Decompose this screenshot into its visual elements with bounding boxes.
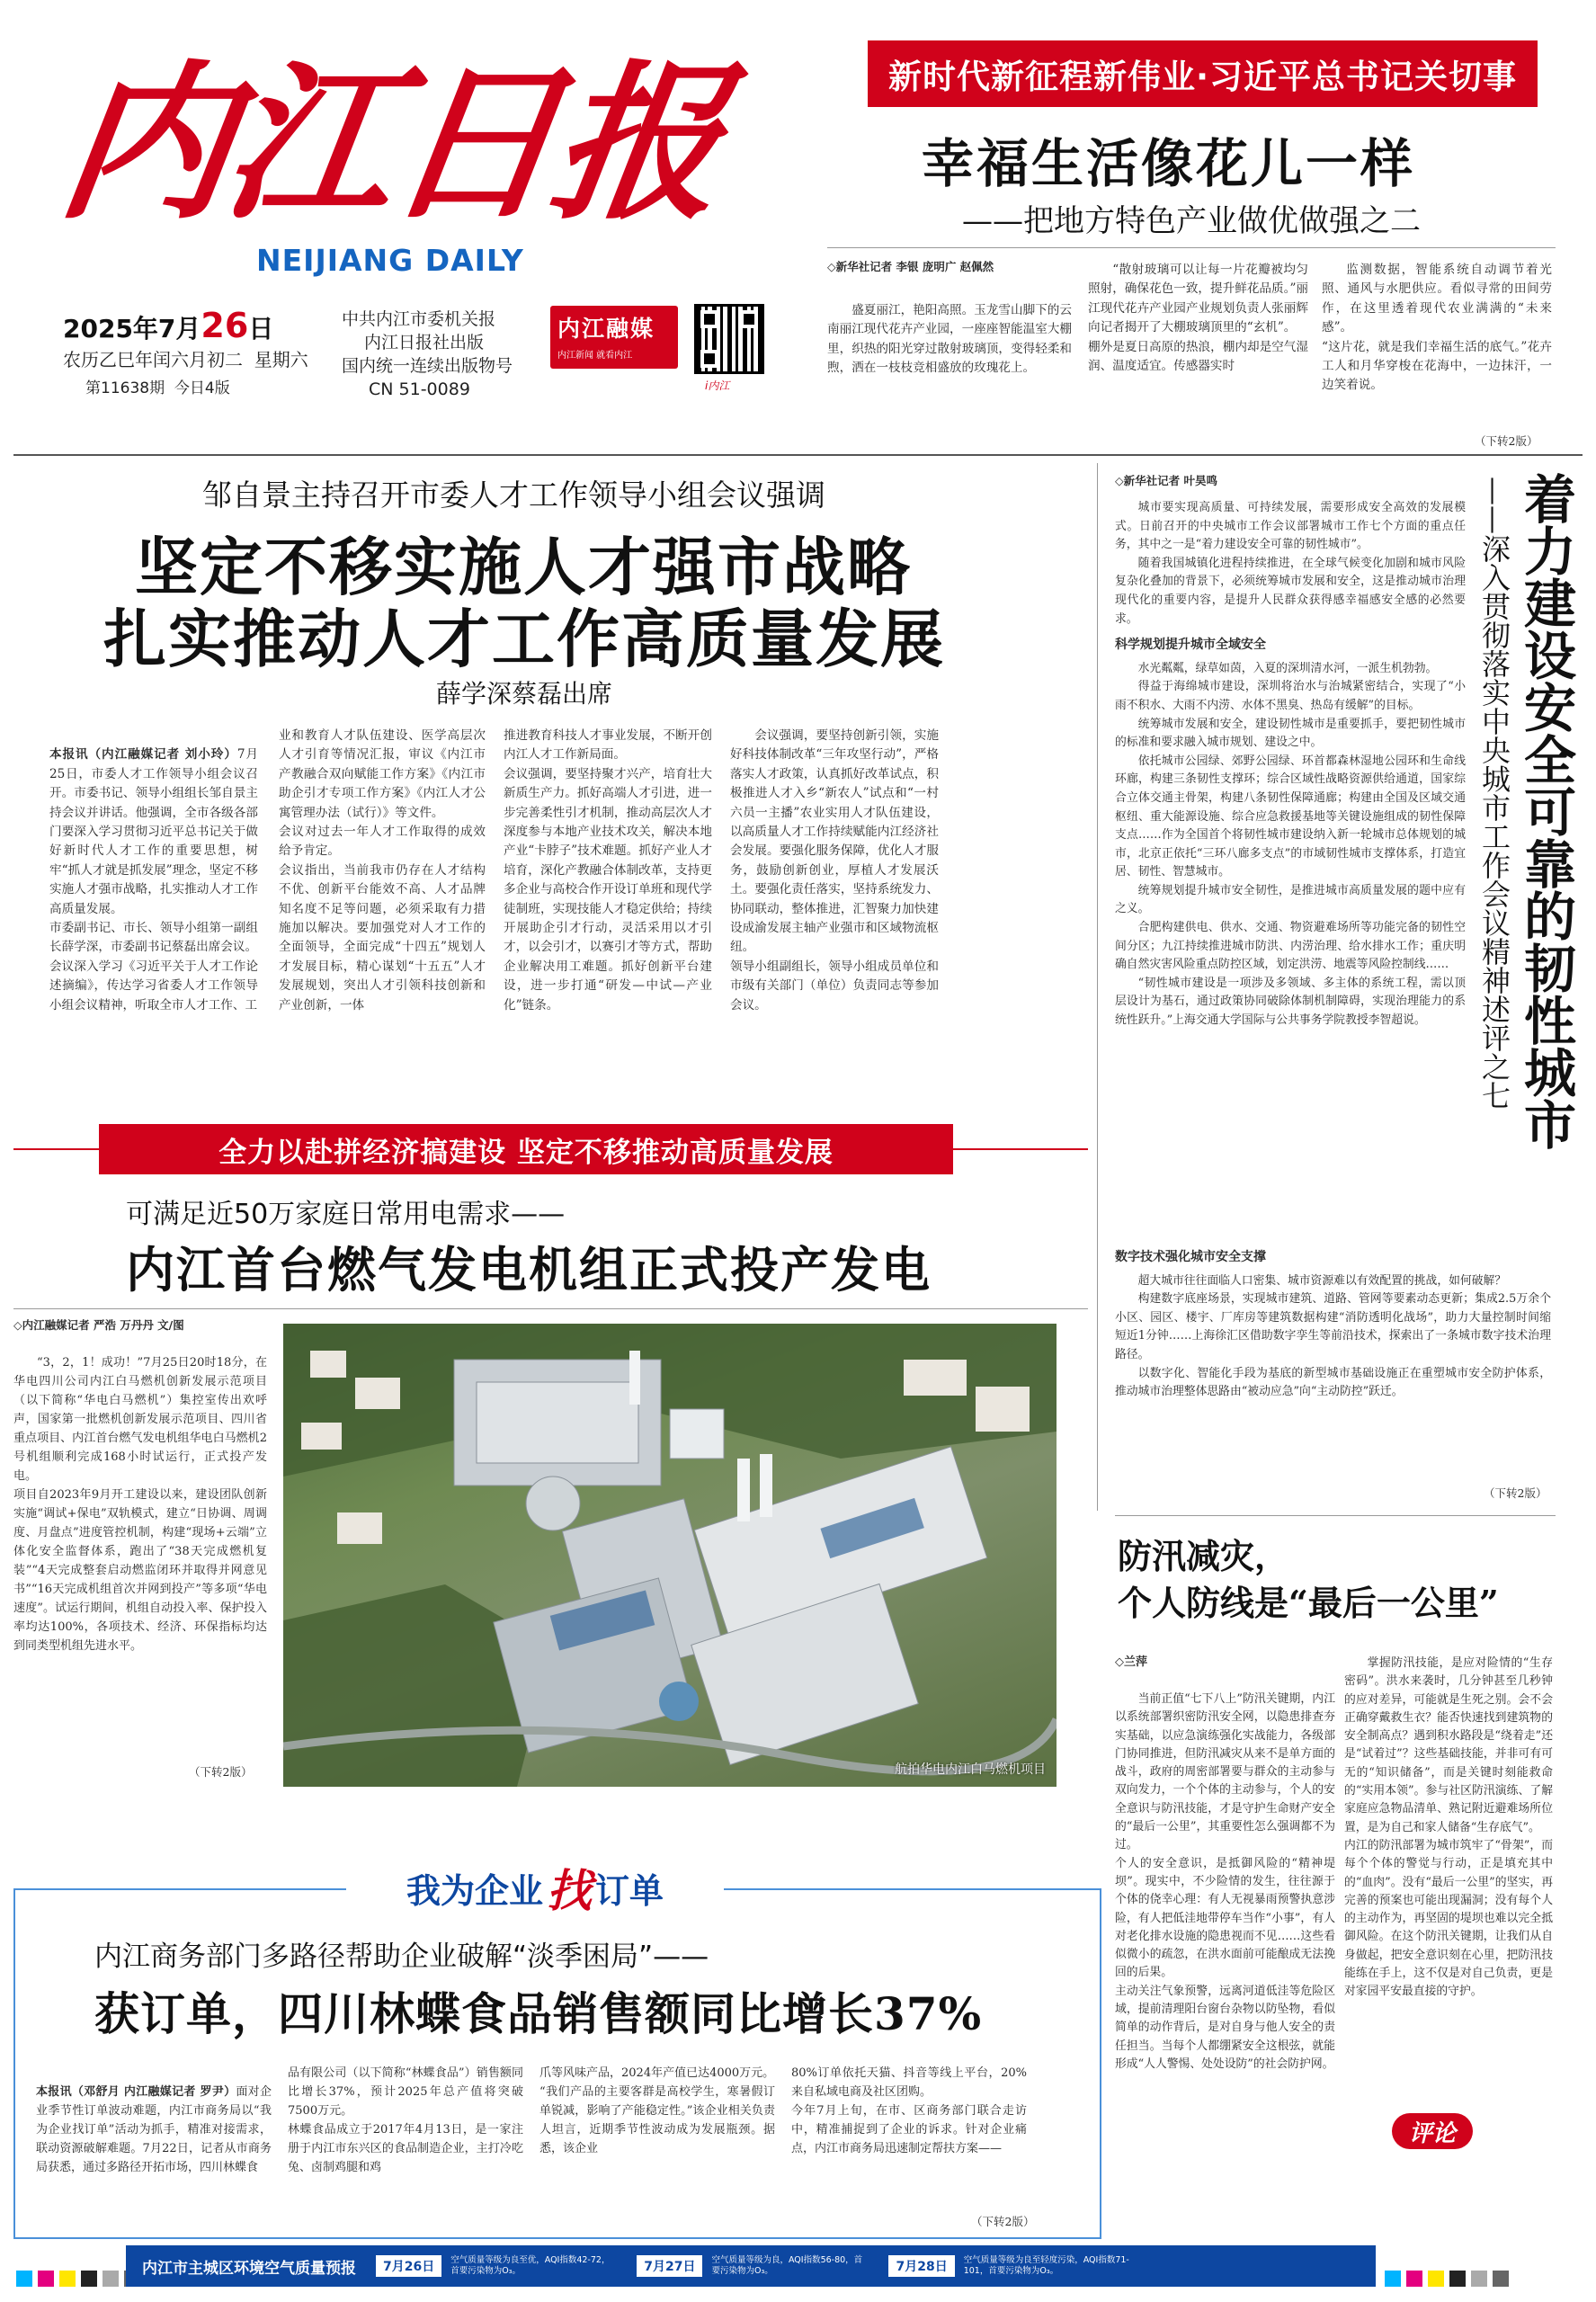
top-banner: 新时代新征程新伟业·习近平总书记关切事 bbox=[868, 40, 1538, 107]
lead-col2: 业和教育人才队伍建设、医学高层次人才引育等情况汇报，审议《内江市产教融合双向赋能工作方案》《内江市助企引才专项工作方案》《内江人才公寓管理办法（试行）》等文件。 会议对过去一年人才工作取得的成效给予肯定。 会议指出，当前我市仍存在人才结构不优、创新平台能效不高、人才品牌知名度不足等问题，必须采取有力措施加以解决。要加强党对人才工作的全面领导，全面完成“十四五”规划人才发展目标，精心谋划“十五五”人才发展规划，突出人才引领科技创新和产业创新，一体 bbox=[279, 728, 486, 1013]
orders-col1: 本报讯（邓舒月 内江融媒记者 罗尹）面对企业季节性订单波动难题，内江市商务局以“我为企业找订单”活动为抓手，精准对接需求，联动资源破解难题。7月22日，记者从市商务局获悉，通过多路径开拓市场，四川林蝶食 bbox=[36, 2085, 272, 2174]
commentary-body: 城市要实现高质量、可持续发展，需要形成安全高效的发展模式。日前召开的中央城市工作会议部署城市工作七个方面的重点任务，其中之一是“着力建设安全可靠的韧性城市”。 随着我国城镇化进程持续推进，在全球气候变化加剧和城市风险复杂化叠加的背景下，必须统筹城市发展和安全，这是推动城市治理现代化的重要内容，是提升人民群众获得感幸福感安全感的必然要求。 科学规划提升城市全域安全 水光粼粼，绿草如茵，入夏的深圳清水河，一派生机勃勃。 得益于海绵城市建设，深圳将治水与治城紧密结合，实现了“小雨不积水、大雨不内涝、水体不黑臭、热岛有缓解”的目标。 统筹城市发展和安全，建设韧性城市是重要抓手，要把韧性城市的标准和要求融入城市规划、建设之中。 依托城市公园绿、郊野公园绿、环首都森林湿地公园环和生命线环廊，构建三条韧性支撑环；综合区域性战略资源供给通道，国家综合立体交通主骨架，构建八条韧性保障通廊；构建由全国及区域交通枢纽、重大能源设施、综合应急救援基地等关键设施组成的韧性保障支点……作为全国首个将韧性城市建设纳入新一轮城市总体规划的城市，北京正依托“三环八廊多支点”的市域韧性城市支撑体系，打造宜居、韧性、智慧城市。 统筹规划提升城市安全韧性，是推进城市高质量发展的题中应有之义。 合肥构建供电、供水、交通、物资避难场所等功能完备的韧性空间分区；九江持续推进城市防洪、内涝治理、给水排水工作；重庆明确自然灾害风险重点防控区域，划定洪涝、地震等风险控制线…… “韧性城市建设是一项涉及多领域、多主体的系统工程，需以顶层设计为基石，通过政策协同破除体制机制障碍，实现治理能力的系统性跃升。”上海交通大学国际与公共事务学院教授李智超说。 bbox=[1115, 501, 1466, 1028]
power-plant-photo bbox=[283, 1324, 1057, 1787]
logo-text: 内江日报 bbox=[49, 44, 732, 243]
top-story-more[interactable]: （下转2版） bbox=[1475, 434, 1538, 448]
flood-title-2: 个人防线是“最后一公里” bbox=[1118, 1583, 1499, 1623]
commentary-subtitle: ——深入贯彻落实中央城市工作会议精神述评之七 bbox=[1477, 477, 1511, 1110]
top-story-col1: 盛夏丽江，艳阳高照。玉龙雪山脚下的云南丽江现代花卉产业园，一座座智能温室大棚里，织热的阳光穿过散射玻璃顶，变得轻柔和煦，洒在一枝枝竞相盛放的玫瑰花上。 bbox=[827, 303, 1072, 376]
lead-col4: 会议强调，要坚持创新引领，实施好科技体制改革“三年攻坚行动”，严格落实人才政策，认真抓好改革试点，积极推进人才入乡“新农人”试点和“一村六员一主播”农业实用人才队伍建设，以高质量人才工作持续赋能内江经济社会发展。要强化服务保障，优化人才服务，鼓励创新创业，厚植人才发展沃土。要强化责任落实，坚持系统发力、协同联动，整体推进，汇智聚力加快建设成渝发展主轴产业强市和区域物流枢纽。 领导小组副组长，领导小组成员单位和市级有关部门（单位）负责同志等参加会议。 bbox=[730, 728, 939, 1013]
flood-col1: 当前正值“七下八上”防汛关键期，内江以系统部署织密防汛安全网，以隐患排查夯实基础，以应急演练强化实战能力，各级部门协同推进，但防汛减灾从来不是单方面的战斗，政府的周密部署要与群众的主动参与双向发力，一个个体的主动参与，个人的安全意识与防汛技能，才是守护生命财产安全的“最后一公里”，其重要性怎么强调都不为过。 个人的安全意识，是抵御风险的“精神堤坝”。现实中，不少险情的发生，往往源于个体的侥幸心理：有人无视暴雨预警执意涉险，有人把低洼地带停车当作“小事”，有人对老化排水设施的隐患视而不见……这些看似微小的疏忽，在洪水面前可能酿成无法挽回的后果。 主动关注气象预警，远离河道低洼等危险区域，提前清理阳台窗台杂物以防坠物，看似简单的动作背后，是对自身与他人安全的责任担当。当每个人都绷紧安全这根弦，就能形成“人人警惕、处处设防”的社会防护网。 bbox=[1115, 1692, 1335, 2071]
issue-date: 2025年7月26日 bbox=[63, 306, 274, 345]
english-name: NEIJIANG DAILY bbox=[256, 243, 524, 278]
lunar-date: 农历乙巳年闰六月初二 星期六 bbox=[63, 349, 308, 370]
top-story-col2: “散射玻璃可以让每一片花瓣被均匀照射，确保花色一致，提升鲜花品质。”丽江现代花卉产业园产业规划负责人张丽辉向记者揭开了大棚玻璃顶里的“玄机”。 棚外是夏日高原的热浪，棚内却是空气湿润、温度适宜。传感器实时 bbox=[1088, 263, 1308, 374]
lead-attendees: 薛学深蔡磊出席 bbox=[436, 679, 613, 709]
orders-more[interactable]: （下转2版） bbox=[971, 2215, 1035, 2228]
lead-title-2: 扎实推动人才工作高质量发展 bbox=[103, 602, 945, 676]
top-story-col3: 监测数据，智能系统自动调节着光照、通风与水肥供应。看似寻常的田间劳作，在这里透着现代农业满满的“未来感”。 “这片花，就是我们幸福生活的底气。”花卉工人和月华穿梭在花海中，一边抹汗，一边笑着说。 bbox=[1322, 263, 1552, 393]
flood-byline: ◇兰萍 bbox=[1115, 1655, 1147, 1669]
econ-byline: ◇内江融媒记者 严浩 万丹丹 文/图 bbox=[13, 1318, 184, 1332]
top-story-subtitle: ——把地方特色产业做优做强之二 bbox=[962, 203, 1421, 239]
orders-title: 获订单，四川林蝶食品销售额同比增长37% bbox=[94, 1987, 983, 2040]
econ-banner: 全力以赴拼经济搞建设 坚定不移推动高质量发展 bbox=[99, 1124, 953, 1174]
air-day-2: 7月27日 空气质量等级为良，AQI指数56-80，首要污染物为O₃。 bbox=[637, 2255, 869, 2277]
econ-title: 内江首台燃气发电机组正式投产发电 bbox=[126, 1241, 932, 1298]
commentary-body-2: 数字技术强化城市安全支撑 超大城市往往面临人口密集、城市资源难以有效配置的挑战，如何破解？ 构建数字底座场景，实现城市建筑、道路、管网等要素动态更新；集成2.5万余个小区、园区、楼宇、厂库房等建筑数据构建“消防透明化战场”，助力大量控制时间缩短近1分钟……上海徐汇区借助数字孪生等前沿技术，探索出了一条城市数字技术治理路径。 以数字化、智能化手段为基底的新型城市基础设施正在重塑城市安全防护体系，推动城市治理整体思路由“被动应急”向“主动防控”跃迁。 bbox=[1115, 1250, 1551, 1399]
top-story-byline: ◇新华社记者 李银 庞明广 赵佩然 bbox=[827, 260, 994, 273]
qr-code[interactable] bbox=[694, 304, 764, 374]
orders-kicker: 内江商务部门多路径帮助企业破解“淡季困局”—— bbox=[94, 1941, 709, 1973]
econ-more[interactable]: （下转2版） bbox=[189, 1765, 253, 1779]
lead-col3: 推进教育科技人才事业发展，不断开创内江人才工作新局面。 会议强调，要坚持聚才兴产，培育壮大新质生产力。抓好高端人才引进，进一步完善柔性引才机制，推动高层次人才深度参与本地产业技术攻关，解决本地产业“卡脖子”技术难题。抓好产业人才培育，深化产教融合体制改革，支持更多企业与高校合作开设订单班和现代学徒制班，实现技能人才稳定供给；持续开展助企引才行动，灵活采用以才引才，以会引才，以赛引才等方式，帮助企业解决用工难题。抓好创新平台建设，进一步打通“研发—中试—产业化”链条。 bbox=[504, 728, 712, 1013]
lead-title-1: 坚定不移实施人才强市战略 bbox=[135, 530, 912, 604]
air-day-1: 7月26日 空气质量等级为良至优，AQI指数42-72，首要污染物为O₃。 bbox=[376, 2255, 617, 2277]
orders-col2: 品有限公司（以下简称“林蝶食品”）销售额同比增长37%，预计2025年总产值将突破7500万元。 林蝶食品成立于2017年4月13日，是一家注册于内江市东兴区的食品制造企业，主打冷吃兔、卤制鸡腿和鸡 bbox=[288, 2066, 523, 2174]
top-story-title: 幸福生活像花儿一样 bbox=[922, 133, 1416, 194]
media-small-label: i内江 bbox=[705, 379, 730, 392]
econ-kicker: 可满足近50万家庭日常用电需求—— bbox=[126, 1199, 566, 1230]
comment-badge: 评论 bbox=[1392, 2113, 1473, 2149]
orders-col4: 80%订单依托天猫、抖音等线上平台，20%来自私域电商及社区团购。 今年7月上旬，在市、区商务部门联合走访中，精准捕捉到了企业的诉求。针对企业痛点，内江市商务局迅速制定帮扶方案—— bbox=[791, 2066, 1027, 2155]
media-brand-box[interactable]: 内江融媒 内江新闻 就看内江 bbox=[550, 306, 678, 369]
air-quality-bar bbox=[126, 2245, 1376, 2287]
air-quality-title: 内江市主城区环境空气质量预报 bbox=[142, 2259, 356, 2278]
publisher-info: 中共内江市委机关报 内江日报社出版 国内统一连续出版物号 CN 51-0089 bbox=[342, 309, 513, 399]
commentary-title: 着力建设安全可靠的韧性城市 bbox=[1515, 472, 1576, 1150]
econ-text: “3，2，1！成功！”7月25日20时18分，在华电四川公司内江白马燃机创新发展示范项目（以下简称“华电白马燃机”）集控室传出欢呼声，国家第一批燃机创新发展示范项目、四川省重点项目、内江首台燃气发电机组华电白马燃机2号机组顺利完成168小时试运行，正式投产发电。 项目自2023年9月开工建设以来，建设团队创新实施“调试+保电”双轨模式，建立“日协调、周调度、月盘点”进度管控机制，构建“现场+云端”立体化安全监督体系，跑出了“38天完成燃机复装”“4天完成整套启动燃监闭环并取得并网意见书”“16天完成机组首次并网到投产”等多项“华电速度”。试运行期间，机组自动投入率、保护投入率均达100%，各项技术、经济、环保指标均达到同类型机组先进水平。 bbox=[13, 1356, 267, 1653]
registration-marks-right bbox=[1385, 2271, 1514, 2287]
flood-col2: 掌握防汛技能，是应对险情的“生存密码”。洪水来袭时，几分钟甚至几秒钟的应对差异，可能就是生死之别。会不会正确穿戴救生衣？能否快速找到建筑物的安全制高点？遇到积水路段是“绕着走”还是“试着过”？这些基础技能，并非可有可无的“知识储备”，而是关键时刻能救命的“实用本领”。参与社区防汛演练、了解家庭应急物品清单、熟记附近避难场所位置，是为自己和家人储备“生存底气”。 内江的防汛部署为城市筑牢了“骨架”，而每个个体的警觉与行动，正是填充其中的“血肉”。没有“最后一公里”的坚实，再完善的预案也可能出现漏洞；没有每个人的主动作为，再坚固的堤坝也难以完全抵御风险。在这个防汛关键期，让我们从自身做起，把安全意识刻在心里，把防汛技能练在手上，这不仅是对自己负责，更是对家园平安最直接的守护。 bbox=[1344, 1656, 1553, 1999]
lead-col1: 本报讯（内江融媒记者 刘小玲）7月25日，市委人才工作领导小组会议召开。市委书记、领导小组组长邹自景主持会议并讲话。他强调，全市各级各部门要深入学习贯彻习近平总书记关于做好新时代人才工作的重要思想，树牢“抓人才就是抓发展”理念，坚定不移实施人才强市战略，扎实推动人才工作高质量发展。 市委副书记、市长、领导小组第一副组长薛学深，市委副书记蔡磊出席会议。 会议深入学习《习近平关于人才工作论述摘编》，传达学习省委人才工作领导小组会议精神，听取全市人才工作、工 bbox=[49, 747, 259, 1013]
masthead-logo bbox=[49, 40, 764, 252]
commentary-more[interactable]: （下转2版） bbox=[1484, 1486, 1547, 1500]
issue-number: 第11638期 今日4版 bbox=[85, 379, 230, 397]
commentary-byline: ◇新华社记者 叶昊鸣 bbox=[1115, 474, 1217, 487]
orders-col3: 爪等风味产品，2024年产值已达4000万元。 “我们产品的主要客群是高校学生，寒暑假订单锐减，影响了产能稳定性。”该企业相关负责人坦言，近期季节性波动成为发展瓶颈。据悉，该企业 bbox=[539, 2066, 775, 2155]
lead-kicker: 邹自景主持召开市委人才工作领导小组会议强调 bbox=[202, 477, 825, 513]
air-day-3: 7月28日 空气质量等级为良至轻度污染，AQI指数71-101，首要污染物为O₃。 bbox=[888, 2255, 1138, 2277]
photo-caption: 航拍华电内江白马燃机项目 bbox=[895, 1762, 1046, 1777]
flood-title-1: 防汛减灾， bbox=[1118, 1536, 1289, 1576]
orders-banner: 我为企业 找 订单 bbox=[346, 1860, 724, 1915]
